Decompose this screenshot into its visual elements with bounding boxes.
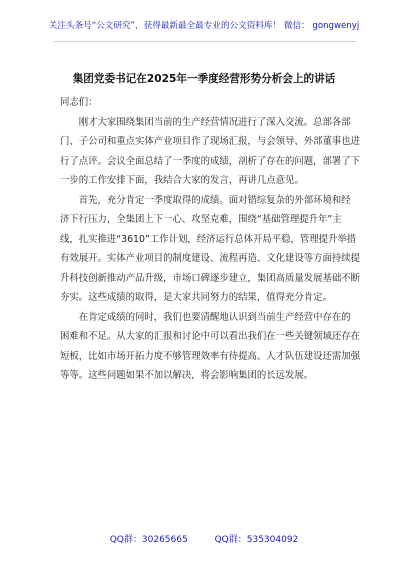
promo-header xyxy=(0,20,408,32)
paragraph-2: 首先，充分肯定一季度取得的成绩。面对错综复杂的外部环境和经济下行压力，全集团上下一心、攻坚克难，围绕“基础管理提升年”主线，扎实推进“3610”工作计划，经济运行总体开局平稳，管理提升举措有效展开。实体产业项目的制度建设、流程再造、文化建设等方面持续提升科技创新推动产品升级，市场口碑逐步建立，集团高质量发展基础不断夯实。这些成绩的取得，是大家共同努力的结果，值得充分肯定。 xyxy=(60,194,361,303)
promo-wechat-label: 微信： xyxy=(283,21,310,31)
footer-qq-group-1: QQ群：30265665 xyxy=(109,535,188,545)
paragraph-3: 在肯定成绩的同时，我们也要清醒地认识到当前生产经营中存在的困难和不足。从大家的汇报和讨论中可以看出我们在一些关键领域还存在短板，比如市场开拓力度不够管理效率有待提高、人才队伍建设还需加强等等。这些问题如果不加以解决，将会影响集团的长远发展。 xyxy=(60,311,361,381)
promo-wechat-id: gongwenyj xyxy=(312,21,360,31)
greeting: 同志们： xyxy=(60,97,98,108)
promo-header-text: 关注头条号“公文研究”，获得最新最全最专业的公文资料库！ xyxy=(48,21,282,31)
document-body xyxy=(60,93,360,386)
header-divider xyxy=(54,41,356,42)
document-title: 集团党委书记在2025年一季度经营形势分析会上的讲话 xyxy=(72,73,336,85)
footer-qq-group-2: QQ群：535304092 xyxy=(214,535,299,545)
page-footer xyxy=(0,534,408,546)
paragraph-1: 刚才大家围绕集团当前的生产经营情况进行了深入交流。总部各部门、子公司和重点实体产业项目作了现场汇报，与会领导、外部董事也进行了点评。会议全面总结了一季度的成绩，剖析了存在的问题，部署了下一步的工作安排下面，我结合大家的发言，再讲几点意见。 xyxy=(60,116,361,186)
